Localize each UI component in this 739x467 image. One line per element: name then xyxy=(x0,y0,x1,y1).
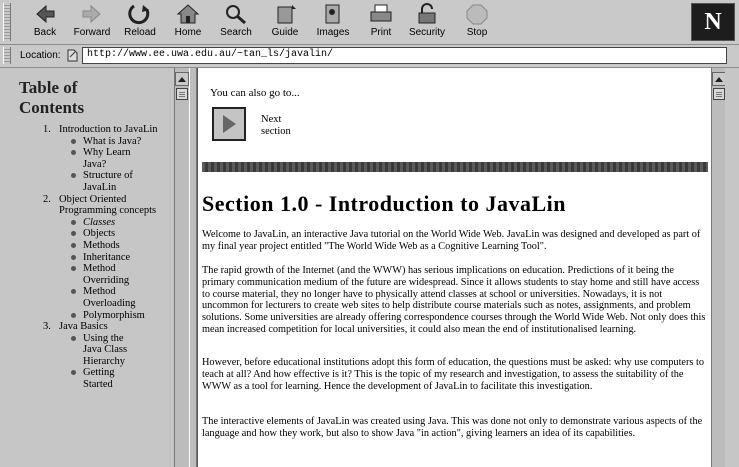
location-bar xyxy=(0,45,739,68)
toc-list xyxy=(40,124,172,391)
window-right-edge xyxy=(725,68,739,467)
next-section-link[interactable]: Next section xyxy=(261,114,291,137)
toc-section[interactable]: 2. Object Oriented Programming concepts Classes Objects Methods Inheritance Method Overriding Method Overloading Polymorphism xyxy=(40,194,172,322)
content-scroll-thumb[interactable] xyxy=(713,88,725,100)
guide-icon xyxy=(272,3,298,25)
toc-frame xyxy=(0,68,174,467)
toc-item[interactable]: Method Overriding xyxy=(70,263,153,286)
toc-scroll-thumb[interactable] xyxy=(176,88,188,100)
forward-button[interactable]: Forward xyxy=(72,3,112,42)
arrow-up-icon xyxy=(176,74,188,86)
toolbar-grip[interactable] xyxy=(3,3,11,41)
paragraph: However, before educational institutions adopt this form of education, the questions must be asked: why use computers to teach at all? And how effective is it? This is the topic of my research and investigation, to assess the suitability of the WWW as a tool for learning. Hence the development of JavaLin to facilitate this investigation. xyxy=(202,357,705,392)
navigation-toolbar xyxy=(0,0,739,45)
stop-button[interactable]: Stop xyxy=(463,3,491,42)
search-button[interactable]: Search xyxy=(218,3,254,42)
toc-item[interactable]: Using the Java Class Hierarchy xyxy=(70,333,143,368)
arrow-up-icon xyxy=(713,74,725,86)
toc-scroll-up-button[interactable] xyxy=(175,72,189,86)
home-icon xyxy=(175,3,201,25)
toc-section-link[interactable]: Introduction to JavaLin xyxy=(59,124,158,135)
back-button[interactable]: Back xyxy=(30,3,60,42)
section-title: Section 1.0 - Introduction to JavaLin xyxy=(202,191,567,216)
security-button[interactable]: Security xyxy=(406,3,448,42)
toc-section[interactable]: 1. Introduction to JavaLin What is Java? Why Learn Java? Structure of JavaLin xyxy=(43,124,158,193)
frame-divider[interactable] xyxy=(189,68,197,467)
reload-icon xyxy=(127,3,153,25)
bullet-icon xyxy=(71,220,76,225)
lock-icon xyxy=(414,3,440,25)
location-label: Location: xyxy=(20,50,61,61)
content-scrollbar[interactable] xyxy=(711,68,726,467)
bookmark-page-icon[interactable] xyxy=(66,49,78,62)
toc-item[interactable]: Methods xyxy=(70,240,153,252)
back-arrow-icon xyxy=(32,3,58,25)
toc-item[interactable]: Inheritance xyxy=(70,252,174,264)
toc-section[interactable]: 3. Java Basics Using the Java Class Hierarchy Getting Started xyxy=(40,321,172,391)
stop-icon xyxy=(464,3,490,25)
images-icon xyxy=(320,3,346,25)
url-input[interactable]: http://www.ee.uwa.edu.au/~tan_ls/javalin/ xyxy=(82,47,727,64)
bullet-icon xyxy=(71,243,76,248)
print-button[interactable]: Print xyxy=(366,3,396,42)
bullet-icon xyxy=(71,150,76,155)
play-arrow-icon xyxy=(223,115,236,133)
bullet-icon xyxy=(71,139,76,144)
bullet-icon xyxy=(71,173,76,178)
toc-item[interactable]: Structure of JavaLin xyxy=(70,170,153,193)
bullet-icon xyxy=(71,231,76,236)
paragraph: The interactive elements of JavaLin was created using Java. This was done not only to demonstrate various aspects of the language and how they work, but also to show Java "in action", giving learners an idea of its capabilities. xyxy=(202,416,703,439)
horizontal-divider-bar xyxy=(202,162,708,172)
printer-icon xyxy=(368,3,394,25)
search-icon xyxy=(223,3,249,25)
content-frame xyxy=(197,68,712,467)
paragraph: The rapid growth of the Internet (and the WWW) has serious implications on education. Predictions of it being the primary communication medium of the future are widespread. Since it allows students to stay home and still have access to course material, they no longer have to physically attend classes at school or universities. Nowadays, it is not uncommon for lecturers to create web sites to help distribute course materials such as notes, assignments, and problem solutions. Some universities are already offering correspondence courses through the World Wide Web. Not only does this mean increased competition for local universities, it could also mean the end of institutionalised learning. xyxy=(202,265,706,335)
toc-item[interactable]: Classes xyxy=(70,217,153,229)
toc-item[interactable]: Method Overloading xyxy=(70,286,153,309)
bullet-icon xyxy=(71,370,76,375)
toc-section-link[interactable]: Object Oriented Programming concepts xyxy=(59,193,157,217)
home-button[interactable]: Home xyxy=(174,3,202,42)
paragraph: Welcome to JavaLin, an interactive Java tutorial on the World Wide Web. JavaLin was designed and developed as part of my final year project entitled "The World Wide Web as a Cognitive Learning Tool". xyxy=(202,229,701,252)
location-bar-grip[interactable] xyxy=(3,47,11,64)
guide-button[interactable]: Guide xyxy=(270,3,300,42)
bullet-icon xyxy=(71,266,76,271)
toc-section-link[interactable]: Java Basics xyxy=(59,321,108,333)
bullet-icon xyxy=(71,336,76,341)
images-button[interactable]: Images xyxy=(315,3,351,42)
netscape-logo[interactable]: N xyxy=(691,3,735,41)
toc-item[interactable]: Why Learn Java? xyxy=(70,147,153,170)
next-section-button[interactable] xyxy=(212,107,246,141)
forward-arrow-icon xyxy=(79,3,105,25)
reload-button[interactable]: Reload xyxy=(124,3,156,42)
bullet-icon xyxy=(71,289,76,294)
bullet-icon xyxy=(71,255,76,260)
toc-item[interactable]: Getting Started xyxy=(70,367,143,390)
toc-title: Table of Contents xyxy=(19,78,85,117)
goto-text: You can also go to... xyxy=(210,87,300,99)
content-scroll-up-button[interactable] xyxy=(712,72,726,86)
bullet-icon xyxy=(71,313,76,318)
toc-item[interactable]: Polymorphism xyxy=(70,310,174,322)
toc-scrollbar[interactable] xyxy=(174,68,189,467)
toc-item[interactable]: What is Java? xyxy=(70,136,153,148)
toc-item[interactable]: Objects xyxy=(70,228,153,240)
